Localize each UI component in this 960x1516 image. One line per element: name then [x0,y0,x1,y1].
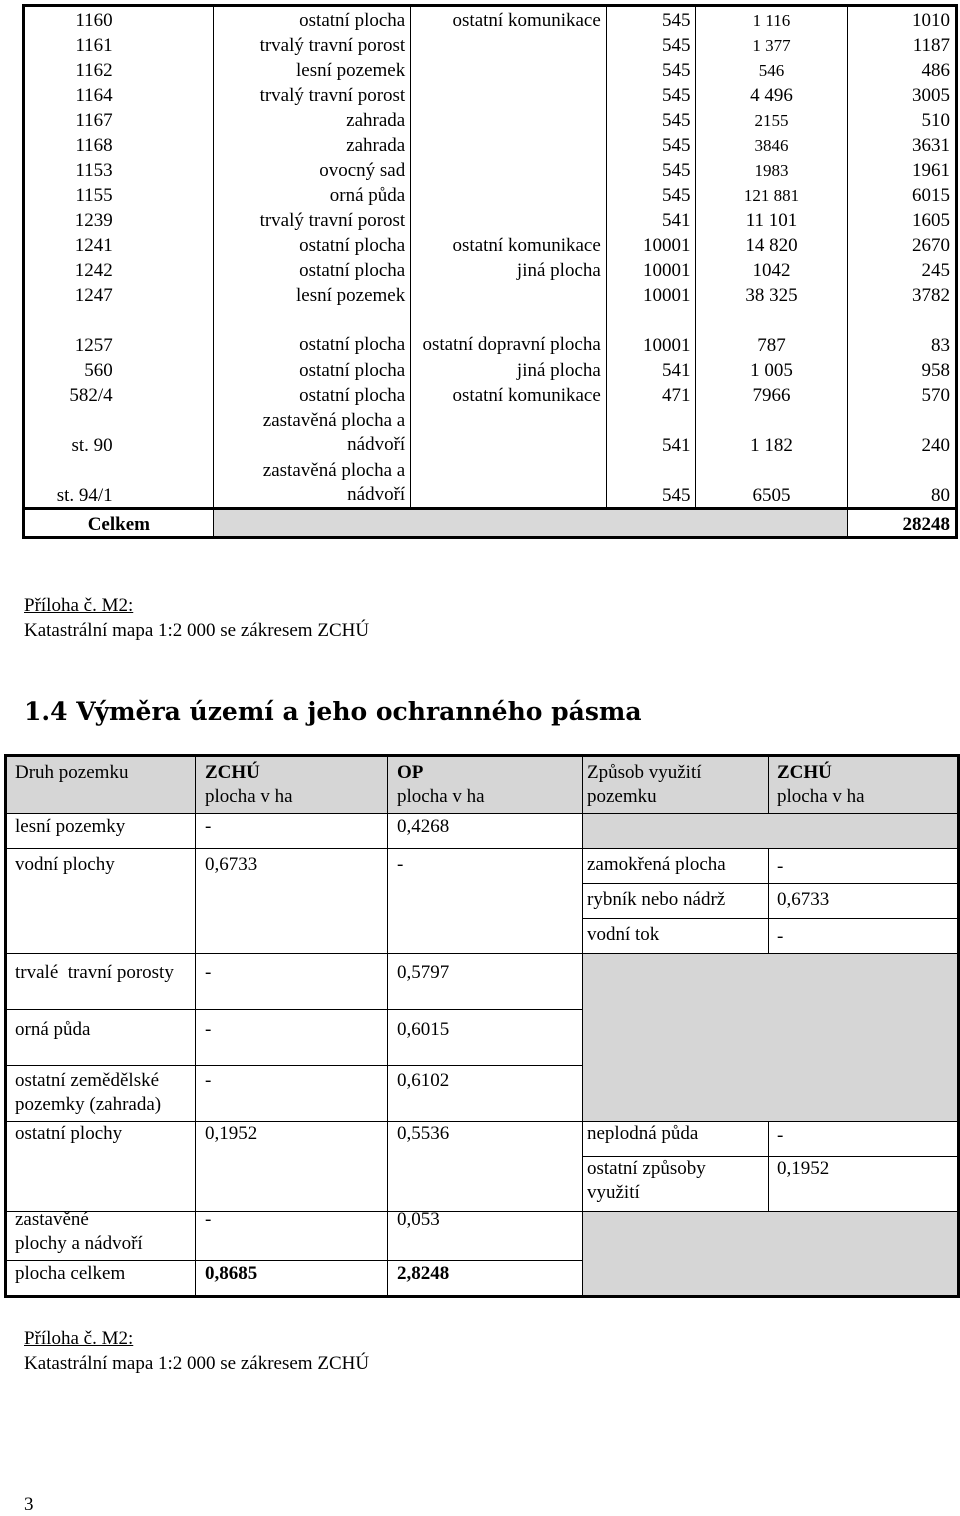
label-zast-2: plochy a nádvoří [15,1233,143,1254]
label-orna: orná půda [15,1019,91,1040]
land-use [411,107,607,132]
land-use: ostatní dopravní plocha [411,307,607,357]
parcel-area: 787 [696,307,847,357]
parcel-area: 1 005 [696,357,847,382]
label-celkem: plocha celkem [15,1263,126,1284]
parcel-area: 1 116 [696,6,847,33]
value-oz-zchu: - [205,1070,212,1091]
land-type: zastavěná plocha a nádvoří [213,457,411,509]
label-osv-1: ostatní způsoby [587,1158,706,1179]
value-vodni-op: - [397,854,404,875]
value-zamokrena: - [777,856,784,877]
lv-number: 10001 [606,257,696,282]
area-in-zchu: 2670 [847,232,957,257]
total-value: 28248 [847,509,957,538]
parcel-table [22,4,958,539]
section-title: 1.4 Výměra území a jeho ochranného pásma [24,697,642,726]
area-in-zchu: 3005 [847,82,957,107]
lv-number: 10001 [606,282,696,307]
land-use: ostatní komunikace [411,382,607,407]
land-type: ostatní plocha [213,232,411,257]
parcel-number: 1155 [75,185,113,206]
land-type: ovocný sad [213,157,411,182]
table-row [24,282,957,307]
lv-number: 545 [606,6,696,33]
land-type: ostatní plocha [213,382,411,407]
area-in-zchu: 958 [847,357,957,382]
parcel-area: 14 820 [696,232,847,257]
value-vodni-tok: - [777,926,784,947]
parcel-area: 1 377 [696,32,847,57]
land-type: ostatní plocha [213,357,411,382]
value-vodni-zchu: 0,6733 [205,854,258,875]
land-type: trvalý travní porost [213,207,411,232]
lv-number: 545 [606,82,696,107]
land-use [411,57,607,82]
parcel-area: 7966 [696,382,847,407]
total-spacer [213,509,847,538]
area-in-zchu: 240 [847,407,957,457]
lv-number: 545 [606,132,696,157]
lv-number: 545 [606,157,696,182]
land-use: jiná plocha [411,357,607,382]
value-lesni-op: 0,4268 [397,816,450,837]
table-row [24,157,957,182]
table-row [24,232,957,257]
area-in-zchu: 510 [847,107,957,132]
land-use [411,182,607,207]
value-celkem-op: 2,8248 [397,1263,450,1284]
parcel-area: 38 325 [696,282,847,307]
annex-number: Příloha č. M2: [24,595,134,616]
label-ttp: trvalé travní porosty [15,962,174,983]
page-number: 3 [24,1494,34,1515]
land-use: ostatní komunikace [411,232,607,257]
parcel-number: st. 90 [71,435,113,456]
parcel-number: 560 [84,360,113,381]
lv-number: 471 [606,382,696,407]
area-in-zchu: 245 [847,257,957,282]
value-zast-zchu: - [205,1209,212,1230]
lv-number: 10001 [606,307,696,357]
parcel-number: 1153 [75,160,113,181]
parcel-area: 4 496 [696,82,847,107]
table-row [24,382,957,407]
col-header-op: OP [397,762,424,783]
value-ttp-op: 0,5797 [397,962,450,983]
annex-note-bottom [24,1326,369,1376]
table-row [24,32,957,57]
label-oz-2: pozemky (zahrada) [15,1094,162,1115]
value-ostatni-zchu: 0,1952 [205,1123,258,1144]
value-neplodna: - [777,1125,784,1146]
value-orna-zchu: - [205,1019,212,1040]
col-header-druh: Druh pozemku [15,762,129,783]
land-type: ostatní plocha [213,257,411,282]
land-type: ostatní plocha [213,307,411,357]
parcel-number: 1160 [75,10,113,31]
land-use [411,32,607,57]
label-neplodna: neplodná půda [587,1123,699,1144]
table-row [24,207,957,232]
table-row [24,407,957,457]
land-use [411,407,607,457]
label-zamokrena: zamokřená plocha [587,854,726,875]
table-row [24,6,957,33]
parcel-number: 1162 [75,60,113,81]
label-vodni-tok: vodní tok [587,924,660,945]
value-zast-op: 0,053 [397,1209,440,1230]
parcel-number: 1242 [74,260,113,281]
annex-note-top [24,593,369,643]
parcel-area: 3846 [696,132,847,157]
lv-number: 541 [606,207,696,232]
table-row [24,257,957,282]
land-use [411,457,607,509]
col-header-zchu2-unit: plocha v ha [777,786,865,807]
parcel-area: 1 182 [696,407,847,457]
col-header-zchu: ZCHÚ [205,762,260,783]
parcel-number: 582/4 [69,385,113,406]
area-in-zchu: 570 [847,382,957,407]
area-in-zchu: 1010 [847,6,957,33]
parcel-number: st. 94/1 [56,485,113,506]
table-row [24,457,957,509]
area-in-zchu: 1961 [847,157,957,182]
area-in-zchu: 83 [847,307,957,357]
land-use: jiná plocha [411,257,607,282]
parcel-area: 1983 [696,157,847,182]
annex-title: Katastrální mapa 1:2 000 se zákresem ZCHÚ [24,1353,370,1374]
parcel-area: 11 101 [696,207,847,232]
annex-title: Katastrální mapa 1:2 000 se zákresem ZCHÚ [24,620,370,641]
land-use [411,157,607,182]
col-header-zchu-unit: plocha v ha [205,786,293,807]
label-oz-1: ostatní zemědělské [15,1070,160,1091]
col-header-zchu2: ZCHÚ [777,762,832,783]
col-header-zpusob-2: pozemku [587,786,657,807]
lv-number: 545 [606,107,696,132]
land-type: orná půda [213,182,411,207]
lv-number: 545 [606,182,696,207]
table-row [24,132,957,157]
land-type: zahrada [213,107,411,132]
parcel-number: 1168 [75,135,113,156]
value-orna-op: 0,6015 [397,1019,450,1040]
value-ostatni-op: 0,5536 [397,1123,450,1144]
value-rybnik: 0,6733 [777,889,830,910]
land-use [411,132,607,157]
parcel-number: 1257 [74,335,113,356]
table-row [24,307,957,357]
annex-number: Příloha č. M2: [24,1328,134,1349]
land-use [411,82,607,107]
area-in-zchu: 3631 [847,132,957,157]
total-row [24,509,957,538]
parcel-area: 2155 [696,107,847,132]
area-in-zchu: 6015 [847,182,957,207]
label-rybnik: rybník nebo nádrž [587,889,726,910]
value-oz-op: 0,6102 [397,1070,450,1091]
lv-number: 545 [606,32,696,57]
land-use: ostatní komunikace [411,6,607,33]
land-type: zahrada [213,132,411,157]
value-ttp-zchu: - [205,962,212,983]
lv-number: 545 [606,57,696,82]
table-row [24,182,957,207]
parcel-area: 121 881 [696,182,847,207]
parcel-number: 1241 [74,235,113,256]
col-header-zpusob: Způsob využití [587,762,702,783]
area-table [4,754,960,1298]
land-type: ostatní plocha [213,6,411,33]
table-row [24,357,957,382]
land-type: trvalý travní porost [213,82,411,107]
lv-number: 545 [606,457,696,509]
label-ostatni-plochy: ostatní plochy [15,1123,123,1144]
lv-number: 541 [606,357,696,382]
lv-number: 10001 [606,232,696,257]
land-type: trvalý travní porost [213,32,411,57]
value-osv: 0,1952 [777,1158,830,1179]
parcel-number: 1161 [75,35,113,56]
label-zast-1: zastavěné [15,1209,89,1230]
parcel-number: 1164 [75,85,113,106]
parcel-number: 1239 [74,210,113,231]
table-row [24,82,957,107]
land-type: lesní pozemek [213,57,411,82]
area-in-zchu: 486 [847,57,957,82]
parcel-area: 1042 [696,257,847,282]
table-row [24,57,957,82]
area-in-zchu: 3782 [847,282,957,307]
parcel-area: 546 [696,57,847,82]
label-vodni: vodní plochy [15,854,115,875]
label-osv-2: využití [587,1182,640,1203]
land-use [411,207,607,232]
col-header-op-unit: plocha v ha [397,786,485,807]
parcel-area: 6505 [696,457,847,509]
value-celkem-zchu: 0,8685 [205,1263,258,1284]
land-use [411,282,607,307]
parcel-table-body [24,6,957,538]
parcel-number: 1247 [74,285,113,306]
lv-number: 541 [606,407,696,457]
land-type: zastavěná plocha a nádvoří [213,407,411,457]
total-label: Celkem [24,509,214,538]
label-lesni: lesní pozemky [15,816,126,837]
area-in-zchu: 80 [847,457,957,509]
table-row [24,107,957,132]
area-in-zchu: 1605 [847,207,957,232]
value-lesni-zchu: - [205,816,212,837]
area-in-zchu: 1187 [847,32,957,57]
parcel-number: 1167 [75,110,113,131]
land-type: lesní pozemek [213,282,411,307]
